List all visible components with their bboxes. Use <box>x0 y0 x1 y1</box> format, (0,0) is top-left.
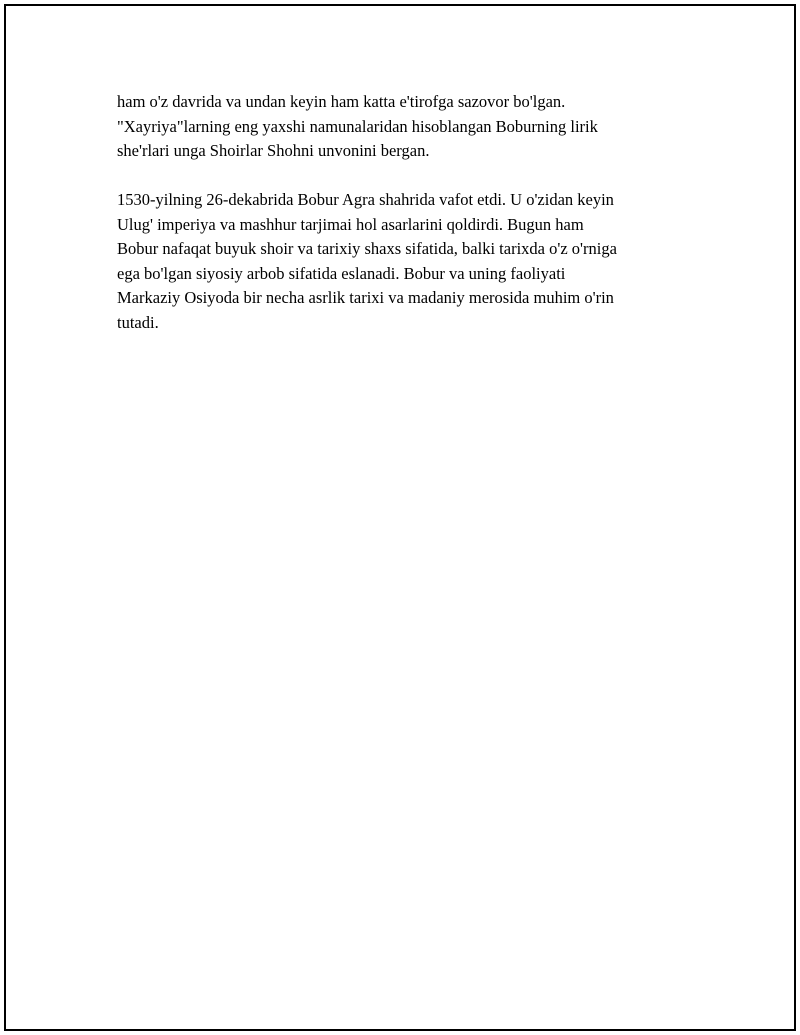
document-body <box>117 90 697 360</box>
text-line: 1530-yilning 26-dekabrida Bobur Agra shahrida vafot etdi. U o'zidan keyin <box>117 190 614 209</box>
text-line: she'rlari unga Shoirlar Shohni unvonini bergan. <box>117 141 430 160</box>
text-line: tutadi. <box>117 312 159 332</box>
text-line: Ulug' imperiya va mashhur tarjimai hol asarlarini qoldirdi. Bugun ham <box>117 214 584 234</box>
paragraph-2 <box>117 188 697 335</box>
text-line: ham o'z davrida va undan keyin ham katta e'tirofga sazovor bo'lgan. <box>117 92 566 111</box>
text-line: "Xayriya"larning eng yaxshi namunalaridan hisoblangan Boburning lirik <box>117 116 598 136</box>
paragraph-1 <box>117 90 697 164</box>
text-line: ega bo'lgan siyosiy arbob sifatida eslanadi. Bobur va uning faoliyati <box>117 263 566 283</box>
text-line: Markaziy Osiyoda bir necha asrlik tarixi va madaniy merosida muhim o'rin <box>117 288 614 307</box>
text-line: Bobur nafaqat buyuk shoir va tarixiy shaxs sifatida, balki tarixda o'z o'rniga <box>117 239 617 258</box>
